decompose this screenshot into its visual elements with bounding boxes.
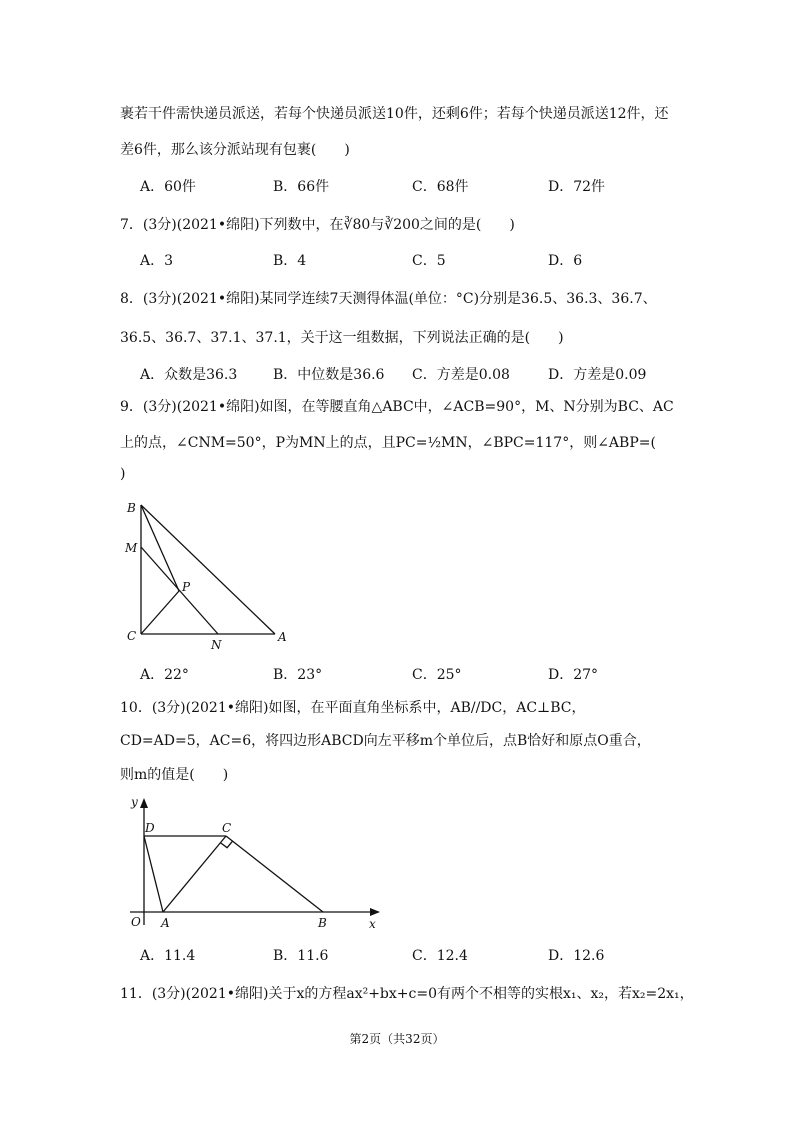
q9-label-c: C (127, 629, 137, 643)
q6-line-1: 裹若干件需快递员派送，若每个快递员派送10件，还剩6件；若每个快递员派送12件，还 (120, 106, 669, 122)
q9-option-b[interactable]: B．23° (273, 667, 323, 683)
q10-label-d: D (145, 821, 155, 835)
q10-line-1: 10．(3分)(2021•绵阳)如图，在平面直角坐标系中，AB//DC，AC⊥BC， (120, 700, 586, 716)
q10-label-y: y (131, 795, 138, 809)
q7-option-c[interactable]: C．5 (412, 253, 446, 269)
q9-line-3: ) (120, 466, 126, 482)
q9-segment-bp (141, 505, 179, 591)
q9-segment-mn (141, 547, 218, 634)
q10-label-b: B (318, 916, 327, 930)
q10-option-a[interactable]: A．11.4 (140, 948, 196, 964)
q11-line-1: 11．(3分)(2021•绵阳)关于x的方程ax²+bx+c=0有两个不相等的实根x₁、x₂，若x₂=2x₁， (120, 986, 694, 1002)
q10-option-b[interactable]: B．11.6 (273, 948, 329, 964)
q10-label-x: x (369, 917, 376, 931)
q7-option-b[interactable]: B．4 (273, 253, 307, 269)
q10-label-c: C (222, 821, 232, 835)
q9-label-a: A (278, 630, 287, 644)
q10-line-2: CD=AD=5，AC=6，将四边形ABCD向左平移m个单位后，点B恰好和原点O重合， (120, 733, 651, 749)
q9-option-d[interactable]: D．27° (548, 667, 599, 683)
q8-line-2: 36.5、36.7、37.1、37.1，关于这一组数据，下列说法正确的是( ) (120, 330, 564, 346)
q6-option-c[interactable]: C．68件 (412, 179, 469, 195)
q10-right-angle-mark (221, 841, 233, 847)
q10-x-axis-arrow (370, 908, 380, 916)
q6-option-d[interactable]: D．72件 (548, 179, 606, 195)
q10-option-c[interactable]: C．12.4 (412, 948, 468, 964)
q9-line-1: 9．(3分)(2021•绵阳)如图，在等腰直角△ABC中，∠ACB=90°，M、N分别为BC、AC (120, 399, 674, 415)
q7-option-a[interactable]: A．3 (140, 253, 174, 269)
q10-label-o: O (131, 915, 141, 929)
q9-label-m: M (125, 541, 138, 555)
q10-segment-cb (226, 836, 323, 912)
q9-segment-pc (141, 591, 179, 634)
q10-option-d[interactable]: D．12.6 (548, 948, 605, 964)
page-footer: 第2页（共32页） (349, 1032, 445, 1046)
q9-option-c[interactable]: C．25° (412, 667, 462, 683)
q10-label-a: A (161, 916, 170, 930)
q8-line-1: 8．(3分)(2021•绵阳)某同学连续7天测得体温(单位：°C)分别是36.5、36.3、36.7、 (120, 291, 657, 307)
q9-line-2: 上的点，∠CNM=50°，P为MN上的点，且PC=½MN，∠BPC=117°，则∠ABP=( (120, 435, 656, 451)
q9-label-n: N (211, 638, 222, 652)
q10-segment-da (144, 836, 163, 912)
q10-line-3: 则m的值是( ) (120, 767, 229, 783)
q6-option-a[interactable]: A．60件 (140, 179, 196, 195)
q6-line-2: 差6件，那么该分派站现有包裹( ) (120, 142, 350, 158)
q9-segment-ab (141, 505, 275, 634)
q9-label-p: P (182, 580, 191, 594)
q6-option-b[interactable]: B．66件 (273, 179, 330, 195)
q8-option-a[interactable]: A．众数是36.3 (140, 367, 238, 383)
q8-option-c[interactable]: C．方差是0.08 (412, 367, 510, 383)
q9-option-a[interactable]: A．22° (140, 667, 189, 683)
q7-option-d[interactable]: D．6 (548, 253, 583, 269)
q9-label-b: B (127, 501, 136, 515)
q10-segment-ac (163, 836, 226, 912)
q7-line-1: 7．(3分)(2021•绵阳)下列数中，在∛80与∛200之间的是( ) (120, 217, 515, 233)
q10-y-axis-arrow (140, 798, 148, 808)
q8-option-b[interactable]: B．中位数是36.6 (273, 367, 385, 383)
q8-option-d[interactable]: D．方差是0.09 (548, 367, 647, 383)
